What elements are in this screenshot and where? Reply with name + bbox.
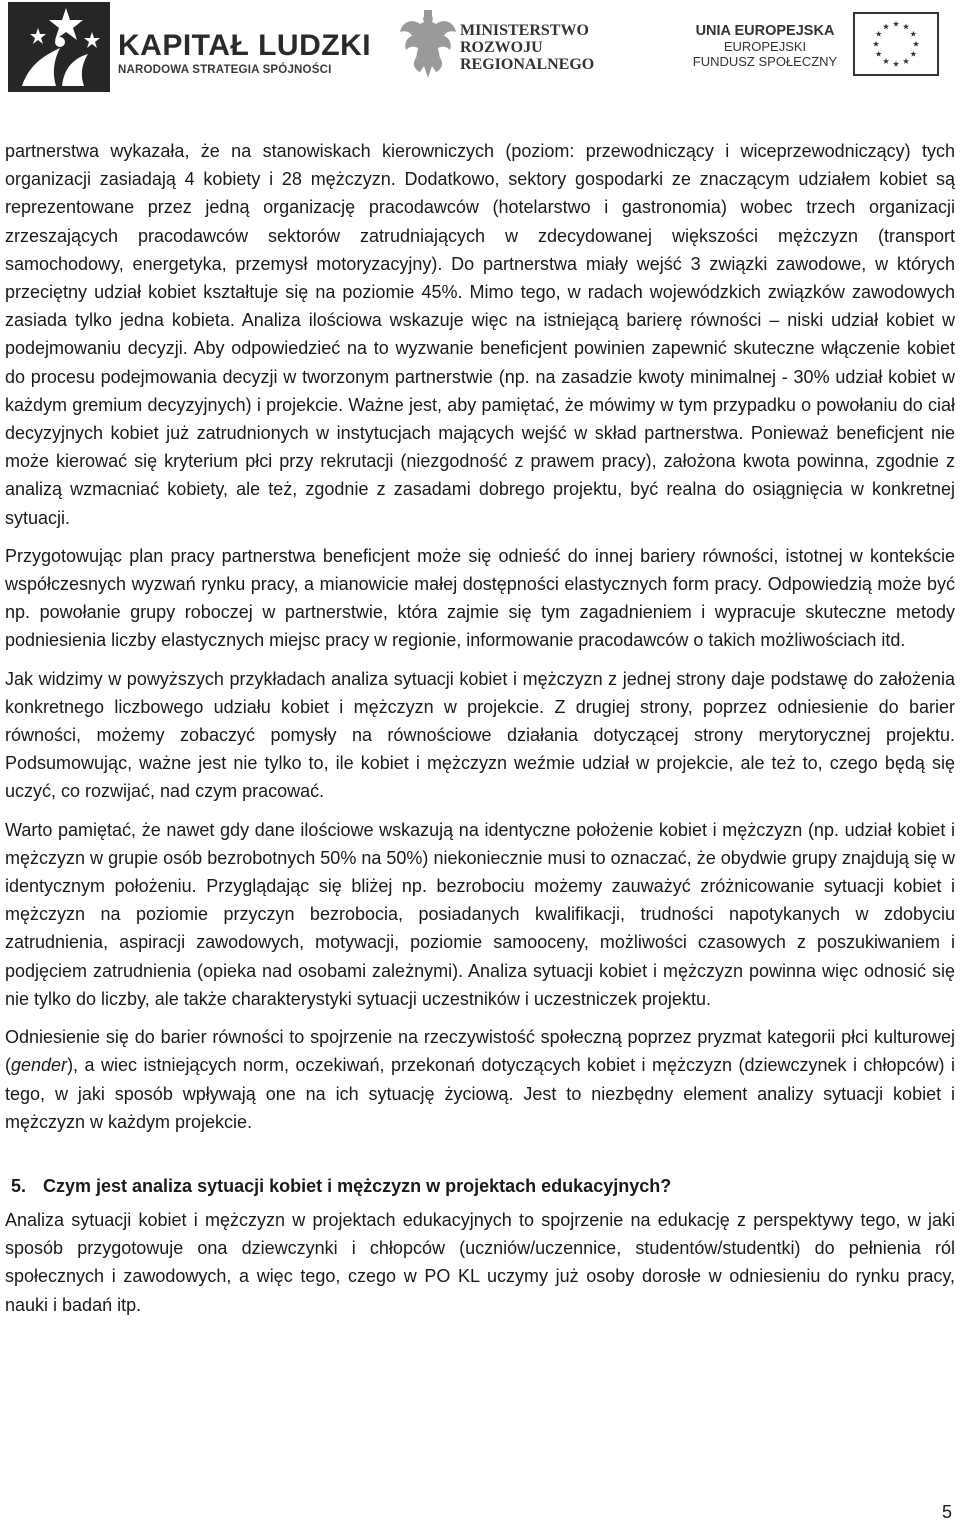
unia-europejska-text xyxy=(685,24,845,69)
section-heading xyxy=(5,1172,955,1200)
unia-europejska-logo xyxy=(685,10,947,80)
page-number: 5 xyxy=(941,1502,952,1522)
eu-star-icon xyxy=(893,21,899,27)
eu-star-icon xyxy=(903,58,909,64)
eu-star-icon xyxy=(910,31,916,37)
paragraph-2: Przygotowując plan pracy partnerstwa beneficjent może się odnieść do innej bariery równości, istotnej w kontekście współczesnych wyzwań rynku pracy, a mianowicie małej dostępności elastycznych form pracy. Odpowiedzią może być np. powołanie grupy roboczej w partnerstwie, która zajmie się tym zagadnieniem i wypracuje skuteczne metody podniesienia liczby elastycznych miejsc pracy w regionie, informowanie pracodawców o takich możliwościach itd. xyxy=(5,545,955,651)
paragraph-5-before: Odniesienie się do barier równości to spojrzenie na rzeczywistość społeczną poprzez pryzmat kategorii płci kulturowej ( xyxy=(5,1027,955,1076)
kapital-ludzki-emblem-icon xyxy=(8,2,110,92)
ue-line-3: FUNDUSZ SPOŁECZNY xyxy=(692,54,838,69)
eagle-emblem-icon xyxy=(398,10,458,82)
kapital-ludzki-title: KAPITAŁ LUDZKI xyxy=(118,29,372,62)
paragraph-5-after: ), a wiec istniejących norm, oczekiwań, przekonań dotyczących kobiet i mężczyzn (dziewczynek i chłopców) i tego, w jaki sposób wpływają one na ich sytuację życiową. Jest to niezbędny element analizy sytuacji kobiet i mężczyzn w każdym projekcie. xyxy=(5,1055,955,1132)
gender-term: gender xyxy=(11,1055,68,1076)
kapital-ludzki-subtitle: NARODOWA STRATEGIA SPÓJNOŚCI xyxy=(118,64,332,76)
document-body xyxy=(5,137,955,1329)
kapital-ludzki-logo xyxy=(8,2,372,92)
ministerstwo-name xyxy=(460,22,594,73)
ministerstwo-line-3: REGIONALNEGO xyxy=(460,56,595,73)
eu-star-icon xyxy=(876,51,882,57)
ministerstwo-line-1: MINISTERSTWO xyxy=(460,22,589,39)
eu-flag-icon xyxy=(853,12,939,76)
eu-star-icon xyxy=(910,51,916,57)
section-number: 5. xyxy=(11,1175,27,1196)
paragraph-4: Warto pamiętać, że nawet gdy dane ilościowe wskazują na identyczne położenie kobiet i mężczyzn (np. udział kobiet i mężczyzn w grupie osób bezrobotnych 50% na 50%) niekoniecznie musi to oznaczać, że obydwie grupy znajdują się w identycznym położeniu. Przyglądając się bliżej np. bezrobociu możemy zauważyć zróżnicowanie sytuacji kobiet i mężczyzn na poziomie przyczyn bezrobocia, posiadanych kwalifikacji, trudności napotykanych w zdobyciu zatrudnienia, aspiracji zawodowych, motywacji, poziomie samooceny, możliwości czasowych z poszukiwaniem i podjęciem zatrudnienia (opieka nad osobami zależnymi). Analiza sytuacji kobiet i mężczyzn powinna więc odnosić się nie tylko do liczby, ale także charakterystyki sytuacji uczestników i uczestniczek projektu. xyxy=(5,819,955,1009)
section-paragraph: Analiza sytuacji kobiet i mężczyzn w projektach edukacyjnych to spojrzenie na edukację z perspektywy tego, w jaki sposób przygotowuje ona dziewczynki i chłopców (uczniów/uczennice, studentów/studentki) do pełnienia ról społecznych i zawodowych, a więc tego, czego w PO KL uczymy już osoby dorosłe w odniesieniu do rynku pracy, nauki i badań itp. xyxy=(5,1209,955,1315)
eu-star-icon xyxy=(893,61,899,67)
page-header xyxy=(0,0,960,100)
eu-star-icon xyxy=(873,41,879,47)
paragraph-5 xyxy=(5,1023,955,1136)
ue-line-1: UNIA EUROPEJSKA xyxy=(695,23,835,39)
eu-star-icon xyxy=(883,58,889,64)
ministerstwo-line-2: ROZWOJU xyxy=(460,39,543,56)
eu-star-icon xyxy=(903,23,909,29)
paragraph-1: partnerstwa wykazała, że na stanowiskach kierowniczych (poziom: przewodniczący i wiceprzewodniczący) tych organizacji zasiadają 4 kobiety i 28 mężczyzn. Dodatkowo, sektory gospodarki ze znaczącym udziałem kobiet są reprezentowane przez jedną organizację pracodawców (hotelarstwo i gastronomia) wobec trzech organizacji zrzeszających pracodawców sektorów zatrudniających w zdecydowanej większości mężczyzn (transport samochodowy, energetyka, przemysł motoryzacyjny). Do partnerstwa miały wejść 3 związki zawodowe, w których przeciętny udział kobiet kształtuje się na poziomie 45%. Mimo tego, w radach wojewódzkich związków zawodowych zasiada tylko jedna kobieta. Analiza ilościowa wskazuje więc na istniejącą barierę równości – niski udział kobiet w podejmowaniu decyzji. Aby odpowiedzieć na to wyzwanie beneficjent powinien zapewnić skuteczne włączenie kobiet do procesu podejmowania decyzji w tworzonym partnerstwie (np. na zasadzie kwoty minimalnej - 30% udział kobiet w każdym gremium decyzyjnych) i projekcie. Ważne jest, aby pamiętać, że mówimy w tym przypadku o powołaniu do ciał decyzyjnych kobiet już zatrudnionych w instytucjach mających wejść w skład partnerstwa. Ponieważ beneficjent nie może kierować się kryterium płci przy rekrutacji (niezgodność z prawem pracy), założona kwota powinna, zgodnie z analizą wzmacniać kobiety, ale też, zgodnie z zasadami dobrego projektu, być realna do osiągnięcia w konkretnej sytuacji. xyxy=(5,141,955,528)
section-title: Czym jest analiza sytuacji kobiet i mężczyzn w projektach edukacyjnych? xyxy=(43,1175,672,1196)
ue-line-2: EUROPEJSKI xyxy=(723,39,807,54)
ministerstwo-logo xyxy=(398,8,618,86)
eu-star-icon xyxy=(913,41,919,47)
eu-star-icon xyxy=(883,23,889,29)
paragraph-3: Jak widzimy w powyższych przykładach analiza sytuacji kobiet i mężczyzn z jednej strony daje podstawę do założenia konkretnego liczbowego udziału kobiet i mężczyzn w projekcie. Z drugiej strony, poprzez odniesienie do barier równości, możemy zobaczyć pomysły na równościowe działania dotyczącej strony merytorycznej projektu. Podsumowując, ważne jest nie tylko to, ile kobiet i mężczyzn weźmie udział w projekcie, ale też to, czego będą się uczyć, co rozwijać, nad czym pracować. xyxy=(5,668,955,802)
eu-star-icon xyxy=(876,31,882,37)
